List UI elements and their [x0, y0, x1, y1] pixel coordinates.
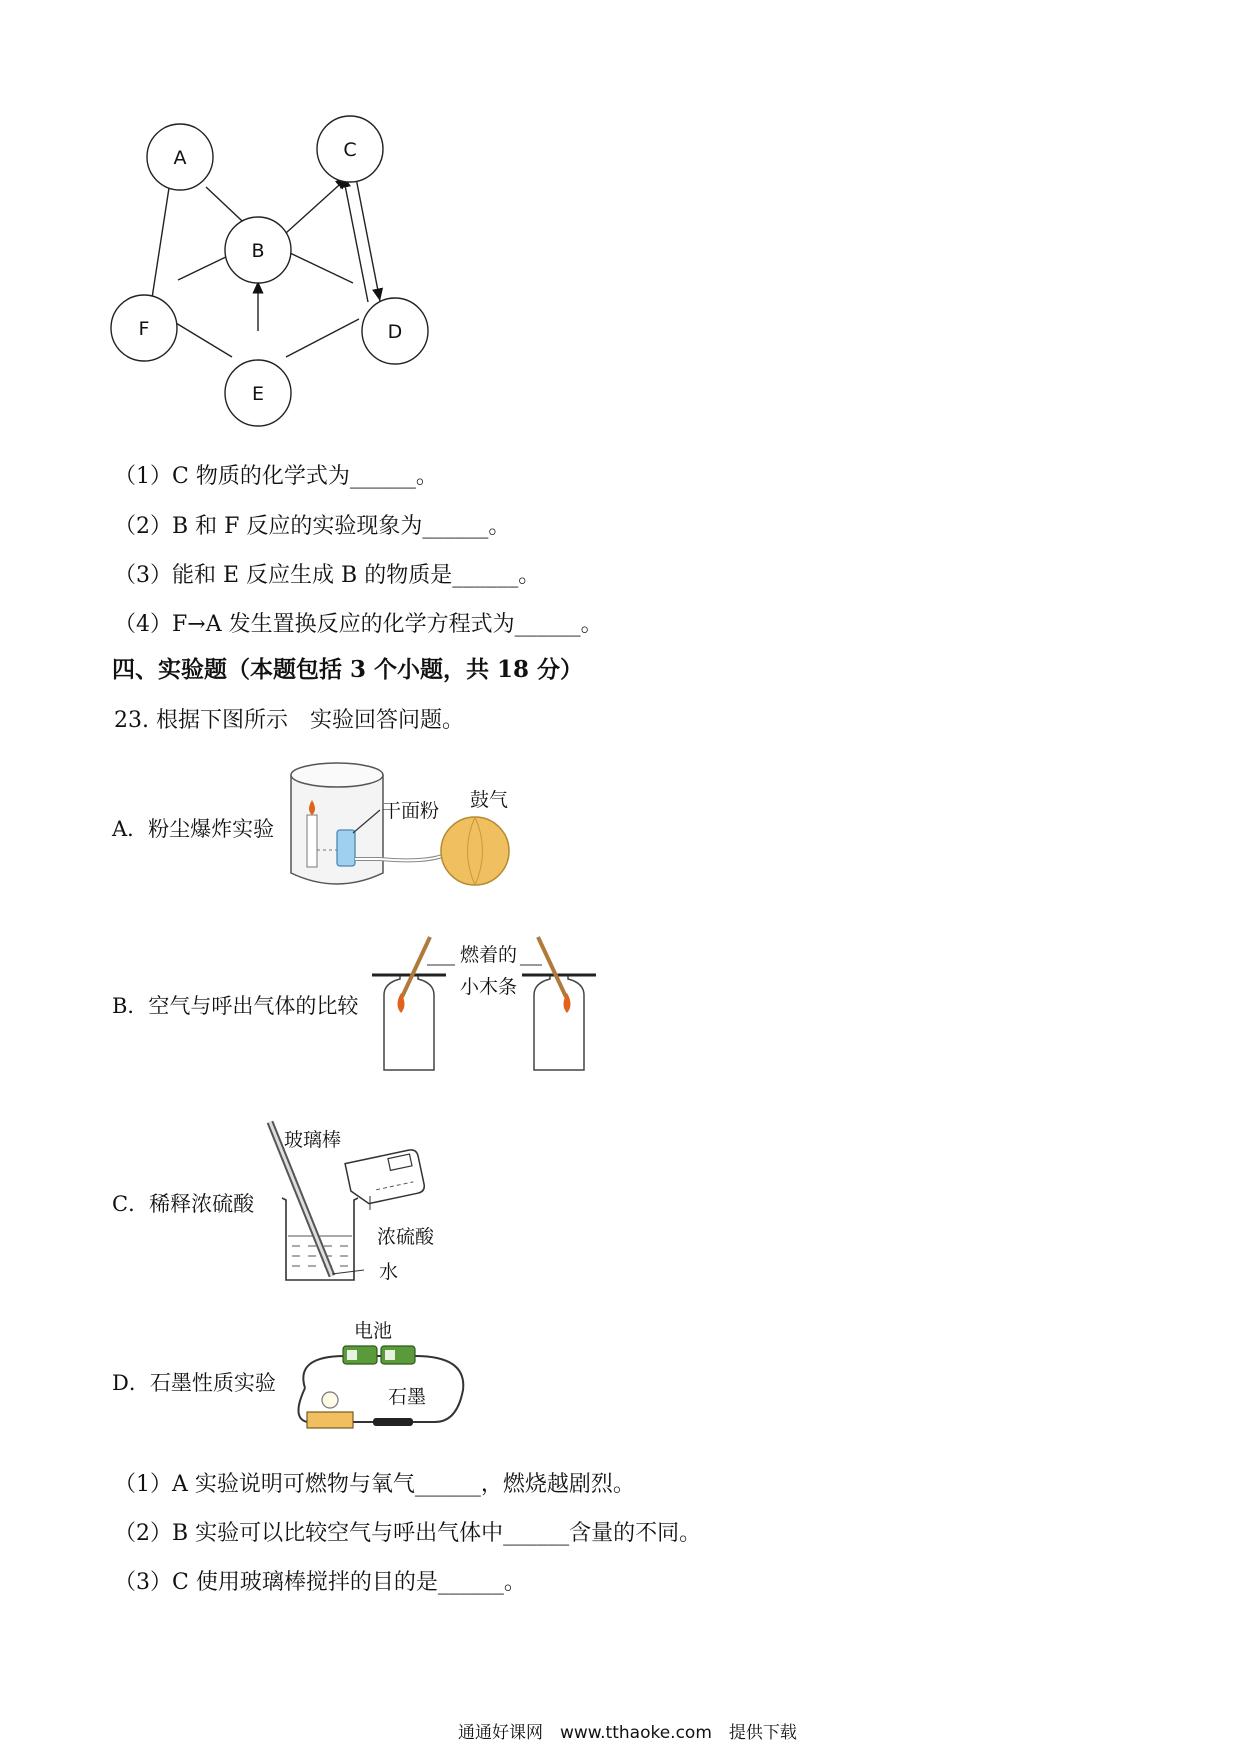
node-b-label: B [251, 240, 265, 262]
candle [307, 815, 317, 867]
bulb-board [307, 1412, 353, 1428]
label-water: 水 [379, 1261, 399, 1283]
bottle-left [384, 975, 434, 1070]
exp-a-illustration [285, 755, 530, 905]
footer-source[interactable]: 通通好课网 www.tthaoke.com 提供下载 [458, 1723, 797, 1743]
exp-d-illustration [285, 1338, 470, 1438]
edge-b-c [286, 177, 348, 233]
section-heading: 四、实验题（本题包括 3 个小题，共 18 分） [112, 656, 584, 683]
exp-d-label: D．石墨性质实验 [112, 1371, 276, 1395]
air-bulb [441, 817, 509, 885]
q22-sub3: （3）能和 E 反应生成 B 的物质是______。 [114, 563, 541, 588]
label-graphite: 石墨 [388, 1386, 427, 1408]
edge-f-a [152, 175, 171, 298]
label-glass-rod: 玻璃棒 [284, 1129, 342, 1151]
q22-sub1: （1）C 物质的化学式为______。 [114, 464, 438, 489]
q23-stem: 23. 根据下图所示 实验回答问题。 [114, 708, 464, 733]
node-d-label: D [387, 321, 403, 343]
node-c-label: C [343, 139, 357, 161]
label-burning-stick-2: 小木条 [460, 976, 518, 998]
q22-sub2: （2）B 和 F 反应的实验现象为______。 [114, 514, 511, 539]
relation-graph [110, 105, 490, 445]
edge-e-d [286, 319, 359, 357]
q23-sub1: （1）A 实验说明可燃物与氧气______，燃烧越剧烈。 [114, 1472, 635, 1497]
label-burning-stick-1: 燃着的 [460, 944, 518, 966]
q23-sub3: （3）C 使用玻璃棒搅拌的目的是______。 [114, 1570, 526, 1595]
bottle-right [534, 975, 584, 1070]
flour-tube [337, 830, 355, 866]
exp-c-label: C．稀释浓硫酸 [112, 1192, 255, 1216]
bulb [322, 1392, 338, 1408]
edge-c-d [355, 173, 380, 301]
edge-d-c [343, 175, 368, 302]
edge-f-b [178, 255, 230, 280]
node-a-label: A [173, 147, 187, 169]
node-f-label: F [138, 318, 150, 340]
container [291, 775, 383, 884]
q23-sub2: （2）B 实验可以比较空气与呼出气体中______含量的不同。 [114, 1521, 702, 1546]
label-conc-acid: 浓硫酸 [377, 1226, 435, 1248]
exp-a-label: A．粉尘爆炸实验 [112, 817, 275, 841]
exp-b-label: B．空气与呼出气体的比较 [112, 994, 359, 1018]
node-e-label: E [251, 383, 265, 405]
graphite-rod [373, 1418, 413, 1426]
label-flour: 干面粉 [382, 800, 440, 822]
label-blow: 鼓气 [470, 789, 509, 811]
container-top [291, 763, 383, 787]
label-battery: 电池 [354, 1320, 393, 1342]
q22-sub4: （4）F→A 发生置换反应的化学方程式为______。 [114, 612, 603, 637]
edge-b-d [290, 253, 353, 283]
